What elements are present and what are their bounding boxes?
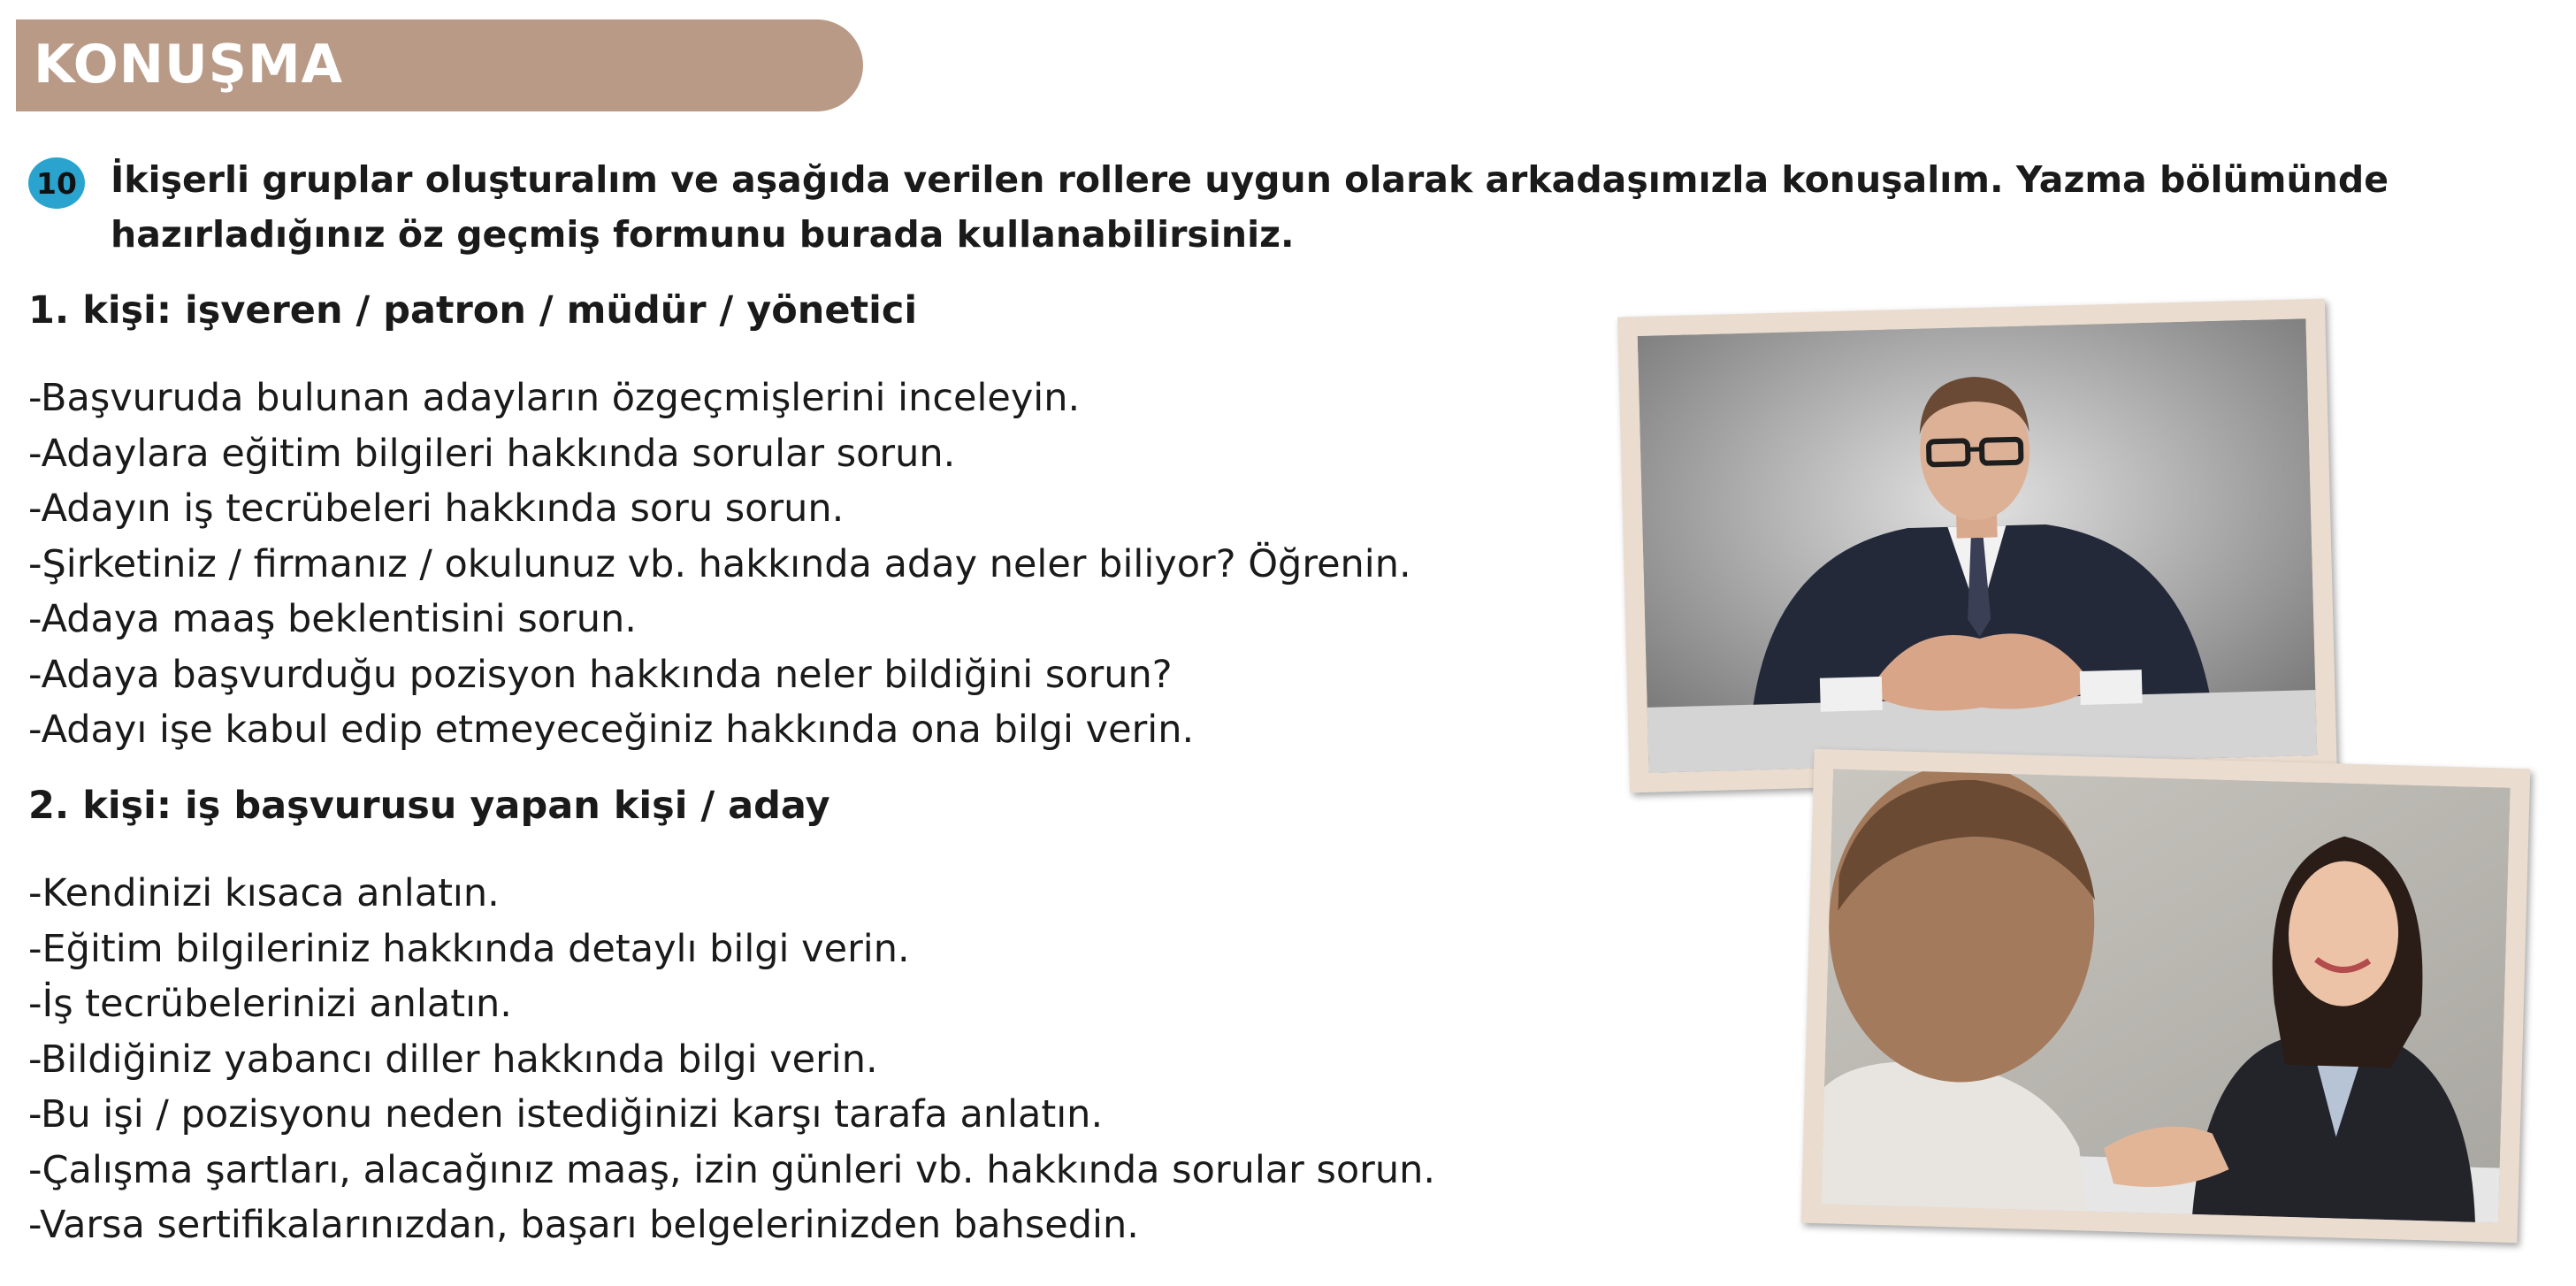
role-1-heading: 1. kişi: işveren / patron / müdür / yönetici [28,288,918,333]
question-number-badge: 10 [28,157,85,209]
list-item: -Adaya maaş beklentisini sorun. [28,597,637,641]
employer-illustration [1638,318,2318,773]
list-item: -Bildiğiniz yabancı diller hakkında bilgi verin. [28,1037,878,1082]
list-item: -Bu işi / pozisyonu neden istediğinizi karşı tarafa anlatın. [28,1092,1104,1137]
candidate-illustration [1821,769,2510,1222]
employer-photo [1617,299,2337,793]
list-item: -Adayın iş tecrübeleri hakkında soru sorun. [28,486,845,531]
question-instruction: İkişerli gruplar oluşturalım ve aşağıda verilen rollere uygun olarak arkadaşımızla konuşalım. Yazma bölümünde hazırladığınız öz geçmiş formunu burada kullanabilirsiniz. [111,158,2389,256]
list-item: -İş tecrübelerinizi anlatın. [28,982,512,1026]
candidate-photo [1801,749,2531,1243]
section-title: KONUŞMA [34,34,344,96]
section-banner [16,19,863,111]
list-item: -Adaya başvurduğu pozisyon hakkında neler bildiğini sorun? [28,652,1173,697]
list-item: -Adayı işe kabul edip etmeyeceğiniz hakkında ona bilgi verin. [28,708,1195,752]
role-1-task-list [28,371,1411,758]
list-item: -Eğitim bilgileriniz hakkında detaylı bilgi verin. [28,926,910,971]
role-2-heading: 2. kişi: iş başvurusu yapan kişi / aday [28,784,830,828]
list-item: -Başvuruda bulunan adayların özgeçmişlerini inceleyin. [28,376,1081,420]
list-item: -Şirketiniz / firmanız / okulunuz vb. hakkında aday neler biliyor? Öğrenin. [28,541,1411,586]
list-item: -Adaylara eğitim bilgileri hakkında sorular sorun. [28,431,956,476]
list-item: -Kendinizi kısaca anlatın. [28,871,500,915]
list-item: -Çalışma şartları, alacağınız maaş, izin günleri vb. hakkında sorular sorun. [28,1147,1436,1192]
list-item: -Varsa sertifikalarınızdan, başarı belgelerinizden bahsedin. [28,1203,1139,1247]
role-2-task-list [28,866,1435,1253]
